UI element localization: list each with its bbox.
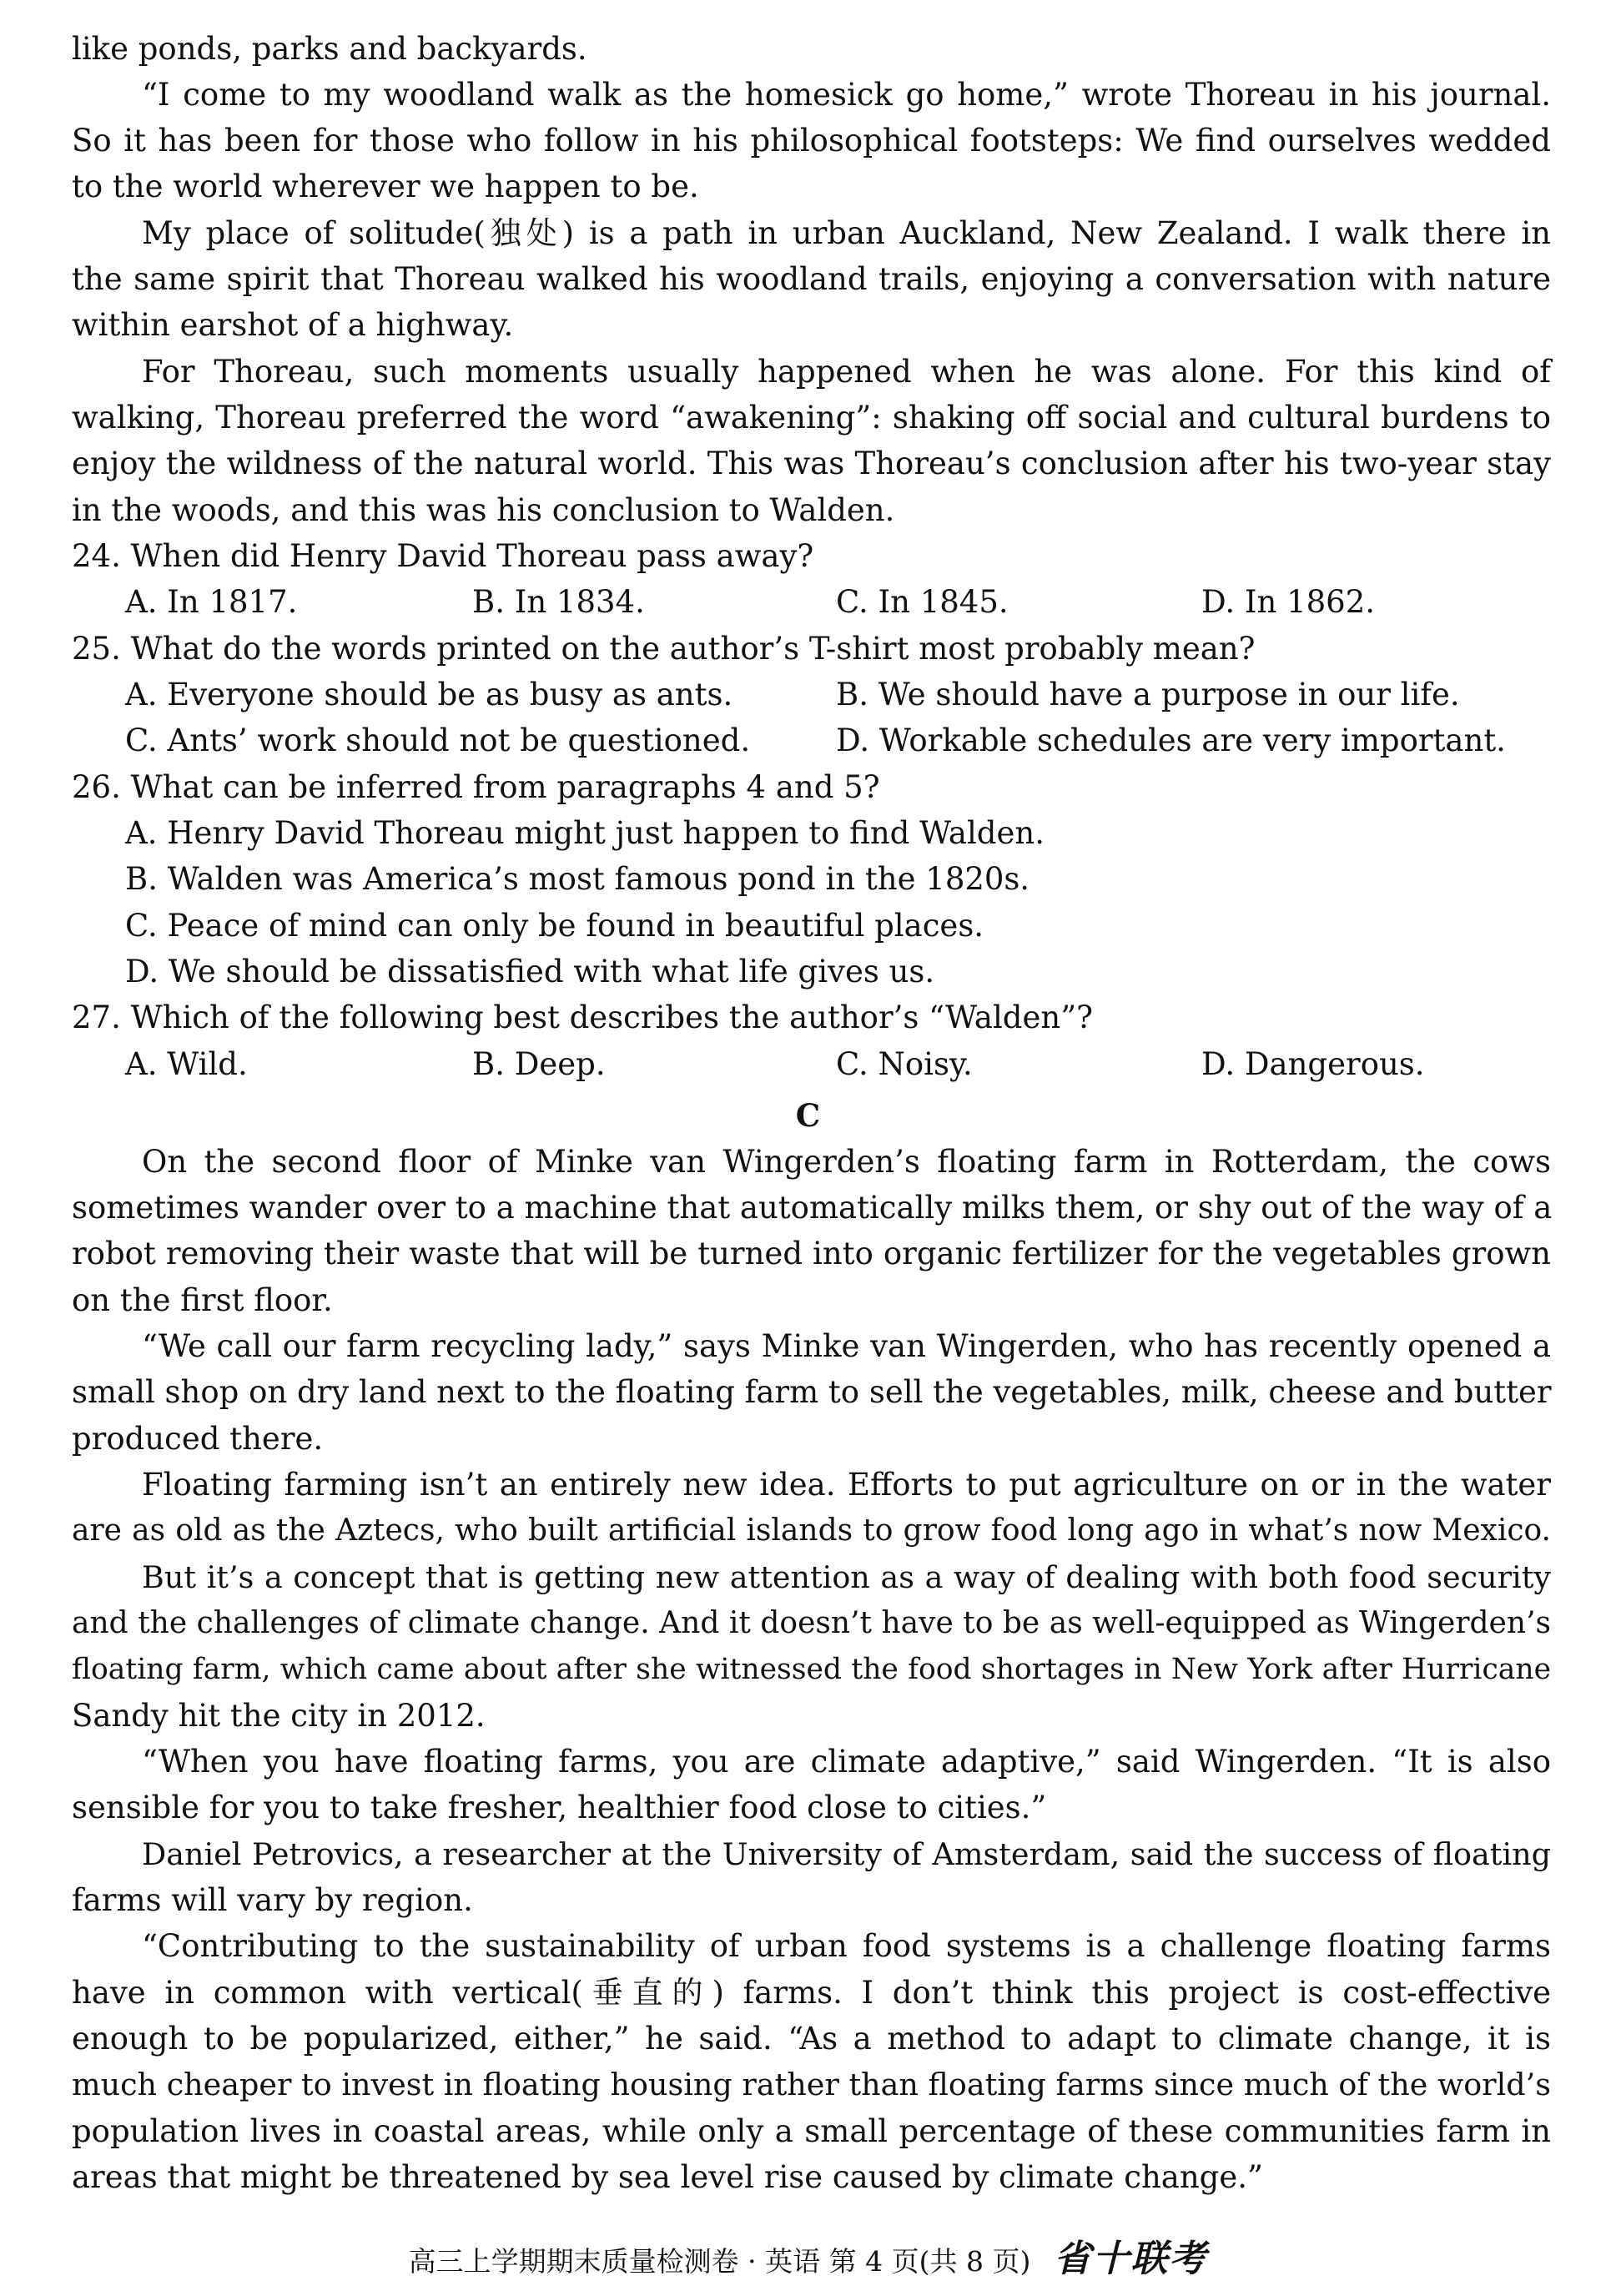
text-line: floating farm, which came about after she witnessed the food shortages in New York after Hurricane bbox=[72, 1653, 1551, 1686]
option-a[interactable]: A. In 1817. bbox=[125, 584, 298, 620]
option-a[interactable]: A. Wild. bbox=[125, 1046, 248, 1082]
option-d[interactable]: D. Dangerous. bbox=[1201, 1046, 1425, 1082]
text-line: “We call our farm recycling lady,” says Minke van Wingerden, who has recently opened a bbox=[142, 1328, 1551, 1364]
option-c[interactable]: C. Ants’ work should not be questioned. bbox=[125, 723, 751, 758]
text-line: Sandy hit the city in 2012. bbox=[72, 1698, 486, 1734]
option-c[interactable]: C. Peace of mind can only be found in beautiful places. bbox=[125, 908, 984, 944]
text-line: robot removing their waste that will be turned into organic fertilizer for the vegetables grown bbox=[72, 1236, 1551, 1271]
question-stem: 24. When did Henry David Thoreau pass away? bbox=[72, 538, 814, 574]
text-line: “I come to my woodland walk as the homesick go home,” wrote Thoreau in his journal. bbox=[142, 77, 1551, 113]
text-line: on the first floor. bbox=[72, 1282, 333, 1318]
option-d[interactable]: D. Workable schedules are very important. bbox=[836, 723, 1506, 758]
text-line: population lives in coastal areas, while only a small percentage of these communities farm in bbox=[72, 2113, 1551, 2149]
text-line: sensible for you to take fresher, healthier food close to cities.” bbox=[72, 1790, 1047, 1825]
page-footer bbox=[0, 2236, 1616, 2283]
question-stem: 26. What can be inferred from paragraphs 4 and 5? bbox=[72, 769, 880, 805]
text-line: So it has been for those who follow in his philosophical footsteps: We find ourselves wedded bbox=[72, 123, 1551, 159]
text-line: On the second floor of Minke van Wingerden’s floating farm in Rotterdam, the cows bbox=[142, 1144, 1551, 1180]
option-a[interactable]: A. Everyone should be as busy as ants. bbox=[125, 677, 733, 712]
footer-text: 高三上学期期末质量检测卷 · 英语 第 4 页(共 8 页) bbox=[408, 2245, 1031, 2278]
text-line: enjoy the wildness of the natural world. This was Thoreau’s conclusion after his two-year stay bbox=[72, 446, 1551, 481]
text-line: much cheaper to invest in floating housing rather than floating farms since much of the world’s bbox=[72, 2067, 1551, 2102]
text-line: For Thoreau, such moments usually happened when he was alone. For this kind of bbox=[142, 354, 1551, 390]
option-b[interactable]: B. Walden was America’s most famous pond in the 1820s. bbox=[125, 861, 1030, 897]
text-line: produced there. bbox=[72, 1421, 324, 1457]
option-d[interactable]: D. We should be dissatisfied with what life gives us. bbox=[125, 954, 935, 989]
option-c[interactable]: C. Noisy. bbox=[836, 1046, 973, 1082]
text-line: small shop on dry land next to the floating farm to sell the vegetables, milk, cheese and butter bbox=[72, 1374, 1552, 1410]
option-c[interactable]: C. In 1845. bbox=[836, 584, 1009, 620]
option-a[interactable]: A. Henry David Thoreau might just happen to find Walden. bbox=[125, 815, 1045, 851]
text-line: like ponds, parks and backyards. bbox=[72, 31, 587, 67]
text-line: are as old as the Aztecs, who built artificial islands to grow food long ago in what’s now Mexico. bbox=[72, 1513, 1551, 1548]
option-b[interactable]: B. Deep. bbox=[472, 1046, 606, 1082]
text-line: “When you have floating farms, you are climate adaptive,” said Wingerden. “It is also bbox=[142, 1744, 1551, 1780]
text-line: to the world wherever we happen to be. bbox=[72, 169, 699, 204]
text-line: enough to be popularized, either,” he said. “As a method to adapt to climate change, it is bbox=[72, 2021, 1551, 2057]
text-line: within earshot of a highway. bbox=[72, 307, 514, 343]
options-row bbox=[125, 718, 1593, 764]
text-line: and the challenges of climate change. And it doesn’t have to be as well-equipped as Wingerden’s bbox=[72, 1606, 1551, 1640]
text-line: Daniel Petrovics, a researcher at the University of Amsterdam, said the success of floating bbox=[142, 1836, 1551, 1872]
text-line: in the woods, and this was his conclusion to Walden. bbox=[72, 492, 895, 528]
option-b[interactable]: B. We should have a purpose in our life. bbox=[836, 677, 1460, 712]
option-b[interactable]: B. In 1834. bbox=[472, 584, 645, 620]
options-row bbox=[125, 1041, 1593, 1088]
text-line: Floating farming isn’t an entirely new idea. Efforts to put agriculture on or in the water bbox=[142, 1467, 1551, 1503]
text-line: “Contributing to the sustainability of urban food systems is a challenge floating farms bbox=[142, 1928, 1551, 1964]
options-row bbox=[125, 672, 1593, 718]
text-line: But it’s a concept that is getting new attention as a way of dealing with both food security bbox=[142, 1559, 1551, 1595]
text-line: walking, Thoreau preferred the word “awakening”: shaking off social and cultural burdens to bbox=[72, 400, 1551, 436]
text-line: the same spirit that Thoreau walked his woodland trails, enjoying a conversation with nature bbox=[72, 261, 1551, 297]
text-line: sometimes wander over to a machine that automatically milks them, or shy out of the way of a bbox=[72, 1190, 1553, 1226]
brand-logo: 省十联考 bbox=[1054, 2238, 1208, 2280]
option-d[interactable]: D. In 1862. bbox=[1201, 584, 1375, 620]
text-line: My place of solitude(独处) is a path in urban Auckland, New Zealand. I walk there in bbox=[142, 215, 1551, 251]
section-heading: C bbox=[795, 1097, 821, 1134]
text-line: have in common with vertical(垂直的) farms. I don’t think this project is cost-effective bbox=[72, 1975, 1551, 2011]
text-line: farms will vary by region. bbox=[72, 1882, 473, 1918]
question-stem: 27. Which of the following best describes the author’s “Walden”? bbox=[72, 999, 1093, 1035]
options-row bbox=[125, 579, 1593, 626]
question-stem: 25. What do the words printed on the author’s T-shirt most probably mean? bbox=[72, 631, 1256, 667]
text-line: areas that might be threatened by sea level rise caused by climate change.” bbox=[72, 2159, 1263, 2195]
